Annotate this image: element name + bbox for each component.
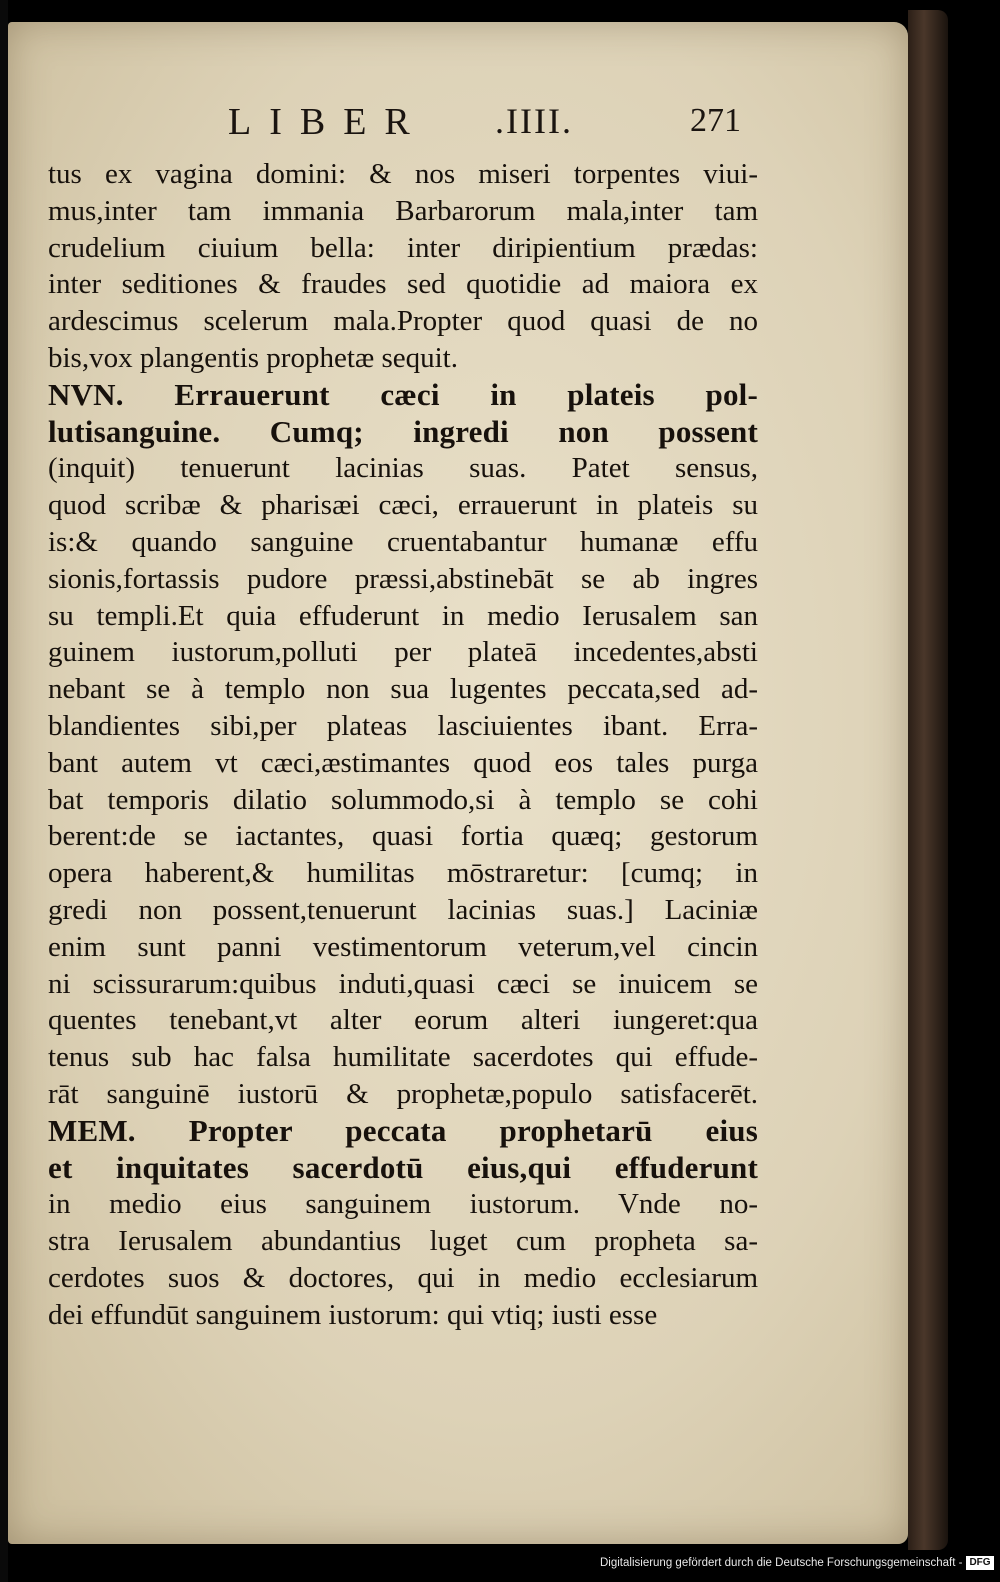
text-line: blandientes sibi,per plateas lasciuientes ibant. Erra- (48, 709, 758, 742)
text-line: quod scribæ & pharisæi cæci, errauerunt in plateis su (48, 489, 758, 522)
text-line: stra Ierusalem abundantius luget cum propheta sa- (48, 1225, 758, 1258)
text-line: enim sunt panni vestimentorum veterum,vel cincin (48, 930, 758, 963)
book-spine-shadow (0, 0, 8, 1582)
page-header (0, 100, 1000, 143)
text-line: guinem iustorum,polluti per plateā incedentes,absti (48, 636, 758, 669)
text-line: bat temporis dilatio solummodo,si à templo se cohi (48, 783, 758, 816)
text-line: in medio eius sanguinem iustorum. Vnde no- (48, 1188, 758, 1221)
text-line: quentes tenebant,vt alter eorum alteri iungeret:qua (48, 1004, 758, 1037)
text-line: crudelium ciuium bella: inter diripientium prædas: (48, 231, 758, 264)
text-line: nebant se à templo non sua lugentes peccata,sed ad- (48, 673, 758, 706)
text-line: (inquit) tenuerunt lacinias suas. Patet sensus, (48, 452, 758, 485)
text-line: dei effundūt sanguinem iustorum: qui vtiq; iusti esse (48, 1298, 658, 1331)
text-line: sionis,fortassis pudore præssi,abstinebāt se ab ingres (48, 562, 758, 595)
text-line: tus ex vagina domini: & nos miseri torpentes viui- (48, 158, 758, 190)
text-line: bis,vox plangentis prophetæ sequit. (48, 341, 458, 374)
folio-number: 271 (690, 102, 741, 139)
running-head: LIBER (228, 101, 428, 143)
text-line: lutisanguine. Cumq; ingredi non possent (48, 413, 758, 449)
text-line: opera haberent,& humilitas mōstraretur: [cumq; in (48, 857, 758, 890)
dfg-logo: DFG (966, 1556, 993, 1570)
text-line: gredi non possent,tenuerunt lacinias suas.] Laciniæ (48, 893, 758, 926)
text-line: MEM. Propter peccata prophetarū eius (48, 1112, 758, 1148)
page-edge (908, 10, 948, 1550)
text-line: tenus sub hac falsa humilitate sacerdotes qui effude- (48, 1041, 758, 1074)
text-line: inter seditiones & fraudes sed quotidie ad maiora ex (48, 268, 758, 301)
text-line: is:& quando sanguine cruentabantur humanæ effu (48, 525, 758, 558)
book-number: .IIII. (495, 101, 573, 141)
body-text (48, 156, 758, 1334)
text-line: berent:de se iactantes, quasi fortia quæq; gestorum (48, 820, 758, 853)
text-line: NVN. Errauerunt cæci in plateis pol- (48, 376, 758, 412)
text-line: bant autem vt cæci,æstimantes quod eos tales purga (48, 746, 758, 779)
text-line: su templi.Et quia effuderunt in medio Ierusalem san (48, 599, 758, 632)
text-line: rāt sanguinē iustorū & prophetæ,populo satisfacerēt. (48, 1077, 758, 1110)
text-line: et inquitates sacerdotū eius,qui effuderunt (48, 1149, 758, 1185)
digitization-credit (600, 1551, 994, 1575)
text-line: ardescimus scelerum mala.Propter quod quasi de no (48, 305, 758, 338)
text-line: cerdotes suos & doctores, qui in medio ecclesiarum (48, 1261, 758, 1294)
text-line: ni scissurarum:quibus induti,quasi cæci se inuicem se (48, 967, 758, 1000)
text-line: mus,inter tam immania Barbarorum mala,inter tam (48, 194, 758, 227)
credit-text: Digitalisierung gefördert durch die Deutsche Forschungsgemeinschaft - (600, 1557, 963, 1569)
